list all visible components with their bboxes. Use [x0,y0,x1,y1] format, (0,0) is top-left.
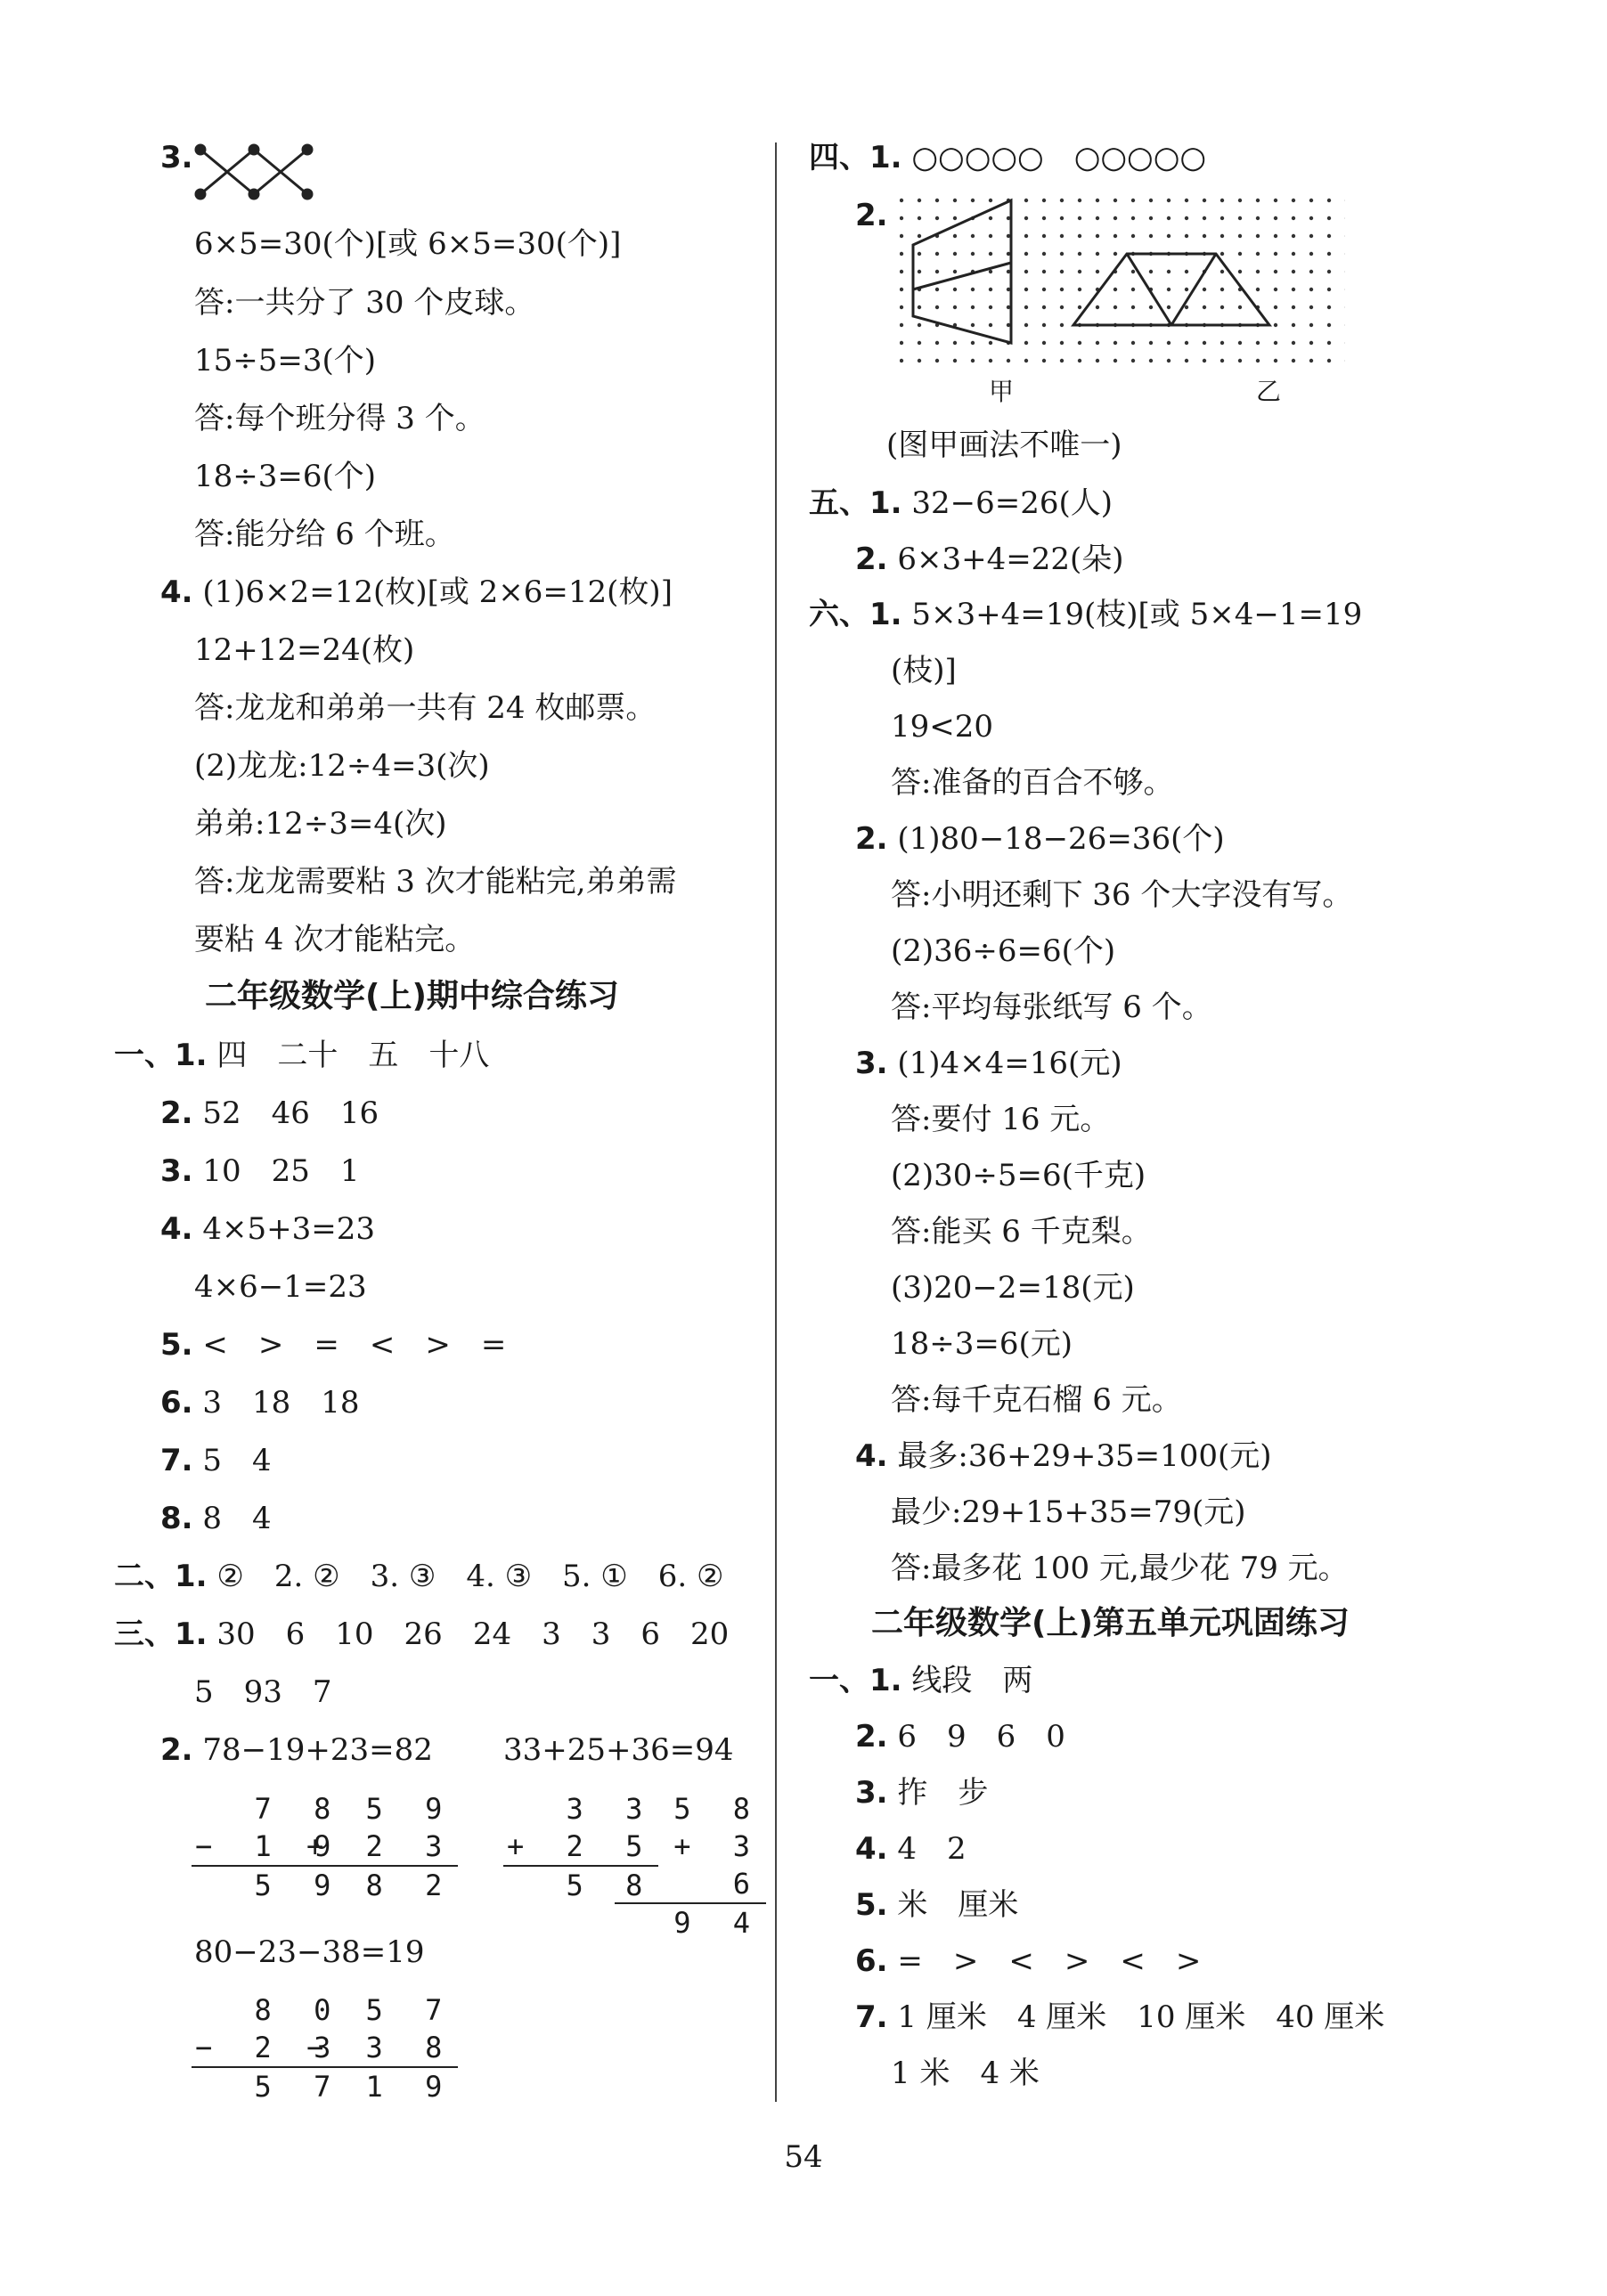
grid-dot [971,359,975,362]
grid-dot [1274,234,1277,238]
grid-dot [1292,234,1295,238]
grid-dot [918,341,921,345]
grid-dot [900,305,903,309]
grid-dot [1060,252,1064,256]
grid-dot [1185,199,1188,202]
grid-dot [1292,252,1295,256]
grid-dot [1024,270,1028,273]
grid-dot [1131,359,1135,362]
grid-dot [1185,305,1188,309]
grid-dot [1060,234,1064,238]
grid-dot [1309,341,1313,345]
grid-dot [1096,341,1099,345]
s6-item3d: 答:能买 6 千克梨。 [891,1214,1152,1250]
grid-dot [1149,199,1153,202]
grid-dot [1113,216,1117,220]
grid-dot [1113,199,1117,202]
grid-dot [1309,216,1313,220]
grid-dot [1220,359,1224,362]
grid-dot [1220,288,1224,291]
s6-item3f: 18÷3=6(元) [891,1326,1073,1362]
s1-item1: 一、1. 四 二十 五 十八 [114,1038,490,1073]
grid-dot [935,359,939,362]
grid-dot [918,270,921,273]
grid-dot [1327,252,1331,256]
s3-item2a: 2. 78−19+23=82 [160,1732,433,1768]
s6-item3a: 3. (1)4×4=16(元) [855,1046,1122,1081]
grid-dot [918,359,921,362]
grid-dot [1292,288,1295,291]
grid-dot [1220,199,1224,202]
grid-dot [1167,359,1171,362]
grid-dot [1131,199,1135,202]
grid-dot [1238,359,1242,362]
grid-dot [1274,359,1277,362]
grid-dot [1078,341,1081,345]
grid-dot [1113,288,1117,291]
grid-dot [953,288,957,291]
grid-dot [989,359,992,362]
s3-item1b: 5 93 7 [194,1674,332,1710]
grid-dot [1060,305,1064,309]
grid-dot [1327,234,1331,238]
grid-dot [1309,288,1313,291]
grid-dot [1327,323,1331,327]
grid-dot [1185,341,1188,345]
s1-item4b: 4×6−1=23 [194,1269,367,1305]
grid-dot [1167,216,1171,220]
grid-dot [1167,234,1171,238]
grid-dot [1060,216,1064,220]
grid-dot [1327,305,1331,309]
grid-dot [971,252,975,256]
grid-dot [1167,341,1171,345]
grid-dot [1096,305,1099,309]
grid-dot [1292,305,1295,309]
grid-dot [1024,305,1028,309]
grid-dot [1220,252,1224,256]
u1-item6: 6. = > < > < > [855,1943,1202,1979]
grid-dot [1149,270,1153,273]
q3-line6: 答:能分给 6 个班。 [194,517,455,552]
grid-dot [1096,270,1099,273]
grid-dot [1131,288,1135,291]
grid-dot [1167,305,1171,309]
grid-dot [900,288,903,291]
grid-dot [1185,234,1188,238]
grid-dot [1220,341,1224,345]
grid-dot [1024,252,1028,256]
s1-item4: 4. 4×5+3=23 [160,1211,376,1247]
q4-line2: 12+12=24(枚) [194,632,415,668]
u1-item2: 2. 6 9 6 0 [855,1719,1065,1755]
grid-dot [1309,199,1313,202]
grid-dot [918,305,921,309]
figure-jia-divider [913,263,1011,289]
grid-dot [1042,359,1046,362]
grid-dot [1274,323,1277,327]
grid-dot [1042,252,1046,256]
grid-dot [1292,359,1295,362]
grid-dot [1024,234,1028,238]
grid-dot [953,270,957,273]
s6-item3c: (2)30÷5=6(千克) [891,1158,1146,1193]
grid-dot [1327,359,1331,362]
grid-dot [1309,305,1313,309]
grid-dot [1096,234,1099,238]
q3-line3: 15÷5=3(个) [194,343,377,379]
grid-dot [1024,288,1028,291]
s6-item4c: 答:最多花 100 元,最少花 79 元。 [891,1551,1349,1586]
grid-dot [1060,323,1064,327]
grid-dot [953,359,957,362]
s6-item1b: (枝)] [891,653,957,688]
grid-dot [1274,199,1277,202]
grid-dot [1078,359,1081,362]
s6-item2b: 答:小明还剩下 36 个大字没有写。 [891,877,1353,913]
s2-answers: 二、1. ② 2. ② 3. ③ 4. ③ 5. ① 6. ② [114,1559,724,1594]
grid-dot [1096,359,1099,362]
grid-dot [1185,216,1188,220]
u1-item4: 4. 4 2 [855,1831,967,1867]
grid-dot [1167,270,1171,273]
vertical-calc-6: 5 7 − 3 8 1 9 [303,1991,458,2105]
s6-item3g: 答:每千克石榴 6 元。 [891,1382,1182,1418]
grid-dot [1220,234,1224,238]
grid-dot [971,199,975,202]
q4-line3: 答:龙龙和弟弟一共有 24 枚邮票。 [194,690,657,726]
grid-dot [1060,270,1064,273]
s4-item1: 四、1. ○○○○○ ○○○○○ [809,140,1207,175]
grid-dot [989,234,992,238]
s6-item4a: 4. 最多:36+29+35=100(元) [855,1438,1272,1474]
grid-dot [1167,199,1171,202]
s6-item2c: (2)36÷6=6(个) [891,933,1116,969]
s1-item5: 5. < > = < > = [160,1327,507,1363]
grid-dot [1256,199,1260,202]
s6-item1d: 答:准备的百合不够。 [891,765,1174,801]
grid-dot [1203,305,1206,309]
page-number: 54 [784,2139,823,2175]
s1-item6: 6. 3 18 18 [160,1385,360,1421]
grid-dot [1327,341,1331,345]
grid-dot [1042,216,1046,220]
grid-dot [1292,270,1295,273]
s1-item8: 8. 8 4 [160,1501,272,1536]
grid-dot [1292,199,1295,202]
grid-dot [989,341,992,345]
grid-dot [953,199,957,202]
grid-dot [1131,234,1135,238]
grid-dot [1238,341,1242,345]
u1-item5: 5. 米 厘米 [855,1887,1019,1923]
grid-dot [1220,270,1224,273]
grid-dot [1309,270,1313,273]
figure-jia-shape [913,200,1011,343]
grid-dot [1024,359,1028,362]
grid-dot [953,341,957,345]
grid-dot [900,341,903,345]
s5-item1: 五、1. 32−6=26(人) [809,485,1113,521]
grid-dot [1096,199,1099,202]
grid-dot [1096,252,1099,256]
q4-line5: 弟弟:12÷3=4(次) [194,806,447,842]
grid-dot [918,234,921,238]
grid-dot [1042,341,1046,345]
grid-dot [1256,359,1260,362]
grid-dot [989,216,992,220]
grid-dot [971,288,975,291]
grid-dot [935,305,939,309]
q4-line7: 要粘 4 次才能粘完。 [194,922,476,957]
grid-dot [900,234,903,238]
grid-dot [1238,270,1242,273]
grid-dot [953,216,957,220]
grid-dot [1024,216,1028,220]
grid-dot [1078,199,1081,202]
grid-dot [935,288,939,291]
grid-dot [1131,270,1135,273]
grid-dot [1060,359,1064,362]
grid-dot [935,341,939,345]
s5-item2: 2. 6×3+4=22(朵) [855,541,1124,577]
grid-dot [1149,305,1153,309]
grid-dot [935,270,939,273]
grid-dot [1274,288,1277,291]
grid-dot [1167,288,1171,291]
grid-dot [1256,252,1260,256]
q3-line5: 18÷3=6(个) [194,459,377,494]
grid-dot [1149,216,1153,220]
grid-dot [1309,252,1313,256]
vertical-calc-5: 8 0 − 2 3 5 7 [192,1991,347,2105]
grid-dot [918,252,921,256]
q4-line6: 答:龙龙需要粘 3 次才能粘完,弟弟需 [194,864,677,900]
grid-dot [1309,234,1313,238]
dot-grid-figure [900,191,1345,370]
figure-yi-label: 乙 [1256,377,1282,406]
grid-dot [1042,323,1046,327]
grid-dot [989,252,992,256]
grid-dot [1203,288,1206,291]
grid-dot [1185,359,1188,362]
vertical-calc-4: 5 8 + 3 6 9 4 [615,1790,766,1942]
grid-dot [989,270,992,273]
matching-lines-figure [192,141,316,203]
grid-dot [1096,216,1099,220]
grid-dot [935,199,939,202]
grid-dot [1078,252,1081,256]
grid-dot [1185,288,1188,291]
grid-dot [1256,270,1260,273]
q3-line2: 答:一共分了 30 个皮球。 [194,285,535,321]
grid-dot [1238,199,1242,202]
grid-dot [971,323,975,327]
grid-dot [1042,199,1046,202]
grid-dot [1203,199,1206,202]
grid-dot [1292,341,1295,345]
q3-line1: 6×5=30(个)[或 6×5=30(个)] [194,226,622,262]
grid-dot [1042,305,1046,309]
grid-dot [1274,252,1277,256]
grid-dot [1042,288,1046,291]
grid-dot [1238,252,1242,256]
figure-jia-label: 甲 [989,377,1015,406]
grid-dot [1327,270,1331,273]
grid-dot [989,199,992,202]
grid-dot [1024,341,1028,345]
grid-dot [1238,234,1242,238]
q4-line4: (2)龙龙:12÷4=3(次) [194,748,490,784]
grid-dot [1327,288,1331,291]
grid-dot [1131,216,1135,220]
grid-dot [1078,305,1081,309]
grid-dot [1024,199,1028,202]
grid-dot [1078,234,1081,238]
grid-dot [900,270,903,273]
grid-dot [918,216,921,220]
grid-dot [1131,341,1135,345]
grid-dot [1078,270,1081,273]
s6-item3b: 答:要付 16 元。 [891,1102,1111,1137]
grid-dot [900,359,903,362]
vertical-calc-3: 3 3 + 2 5 5 8 [503,1790,658,1904]
grid-dot [1149,341,1153,345]
grid-dot [953,234,957,238]
grid-dot [1113,341,1117,345]
u1-item7b: 1 米 4 米 [891,2056,1040,2091]
grid-dot [1113,359,1117,362]
grid-dot [1256,234,1260,238]
grid-dot [900,323,903,327]
u1-item7a: 7. 1 厘米 4 厘米 10 厘米 40 厘米 [855,1999,1385,2035]
grid-dot [1131,305,1135,309]
grid-dot [1024,323,1028,327]
grid-dot [1256,288,1260,291]
grid-dot [971,341,975,345]
u1-item3: 3. 拃 步 [855,1775,989,1811]
grid-dot [1309,323,1313,327]
grid-dot [1060,288,1064,291]
grid-dot [1113,252,1117,256]
grid-dot [900,252,903,256]
q3-header: 3. [160,140,193,175]
grid-dot [900,199,903,202]
vertical-calc-2: 5 9 + 2 3 8 2 [303,1790,458,1904]
grid-dot [1185,270,1188,273]
grid-dot [1256,216,1260,220]
grid-dot [1078,216,1081,220]
s3-item2c: 80−23−38=19 [194,1934,425,1970]
s1-item3: 3. 10 25 1 [160,1153,360,1189]
grid-dot [1060,199,1064,202]
grid-dot [918,199,921,202]
grid-dot [1149,359,1153,362]
grid-dot [1309,359,1313,362]
grid-dot [1292,323,1295,327]
s6-item2d: 答:平均每张纸写 6 个。 [891,989,1212,1025]
s6-item3e: (3)20−2=18(元) [891,1270,1135,1306]
grid-dot [935,216,939,220]
grid-dot [1256,341,1260,345]
grid-dot [989,288,992,291]
grid-dot [989,305,992,309]
grid-dot [1220,216,1224,220]
grid-dot [1274,341,1277,345]
grid-dot [1274,270,1277,273]
grid-dot [1274,305,1277,309]
grid-dot [1238,216,1242,220]
grid-dot [1203,234,1206,238]
grid-dot [1042,234,1046,238]
grid-dot [900,216,903,220]
grid-dot [1203,359,1206,362]
grid-dot [1238,305,1242,309]
grid-dot [1203,341,1206,345]
s1-item2: 2. 52 46 16 [160,1095,379,1131]
grid-dot [1327,199,1331,202]
s6-item2a: 2. (1)80−18−26=36(个) [855,821,1225,857]
grid-dot [1220,305,1224,309]
q4-line1: 4. (1)6×2=12(枚)[或 2×6=12(枚)] [160,574,673,610]
grid-dot [1042,270,1046,273]
grid-dot [953,305,957,309]
grid-dot [1274,216,1277,220]
grid-dot [971,234,975,238]
q3-line4: 答:每个班分得 3 个。 [194,401,485,436]
grid-dot [989,323,992,327]
s1-item7: 7. 5 4 [160,1443,272,1478]
grid-dot [953,252,957,256]
s6-item1a: 六、1. 5×3+4=19(枝)[或 5×4−1=19 [809,597,1363,632]
grid-dot [935,252,939,256]
vertical-calc-1: 7 8 − 1 9 5 9 [192,1790,347,1904]
grid-dot [1060,341,1064,345]
s4-item2-label: 2. [855,198,888,233]
grid-dot [1078,288,1081,291]
section-title-midterm: 二年级数学(上)期中综合练习 [205,978,619,1014]
grid-dot [1292,216,1295,220]
column-divider [775,142,777,2102]
s6-item4b: 最少:29+15+35=79(元) [891,1494,1246,1530]
s3-item2b: 33+25+36=94 [503,1732,734,1768]
grid-dot [918,323,921,327]
u1-item1: 一、1. 线段 两 [809,1663,1033,1698]
s3-item1a: 三、1. 30 6 10 26 24 3 3 6 20 [114,1616,730,1652]
grid-dot [1203,216,1206,220]
grid-dot [1113,305,1117,309]
grid-dot [1113,234,1117,238]
grid-dot [1149,234,1153,238]
grid-dot [1007,359,1010,362]
figure-note: (图甲画法不唯一) [886,427,1122,463]
s6-item1c: 19<20 [891,709,994,745]
grid-dot [971,305,975,309]
section-title-unit5: 二年级数学(上)第五单元巩固练习 [871,1605,1350,1641]
grid-dot [1327,216,1331,220]
